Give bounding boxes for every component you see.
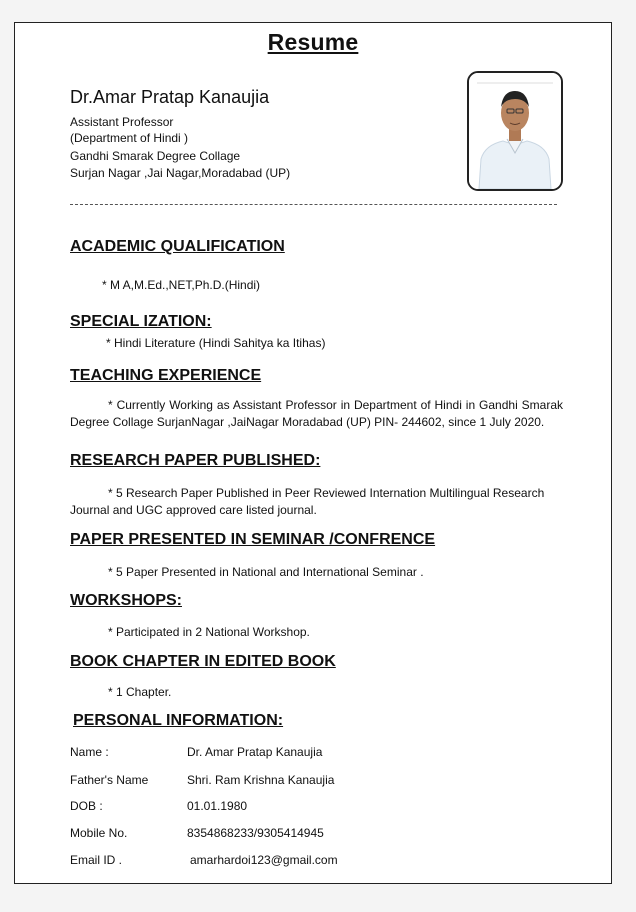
info-value-email: amarhardoi123@gmail.com [190,853,338,867]
department-line: (Department of Hindi ) [70,131,189,145]
workshops-item: * Participated in 2 National Workshop. [108,625,310,639]
document-title: Resume [267,29,359,55]
candidate-name: Dr.Amar Pratap Kanaujia [70,87,270,107]
info-value-dob: 01.01.1980 [187,799,248,813]
workshops-heading: WORKSHOPS: [70,592,182,609]
info-value-name: Dr. Amar Pratap Kanaujia [187,745,323,759]
specialization-heading: SPECIAL IZATION: [70,313,212,330]
info-value-father: Shri. Ram Krishna Kanaujia [187,773,335,787]
academic-item: * M A,M.Ed.,NET,Ph.D.(Hindi) [102,278,261,292]
info-label-father: Father's Name [70,773,149,787]
seminar-heading: PAPER PRESENTED IN SEMINAR /CONFRENCE [70,531,436,548]
personal-heading: PERSONAL INFORMATION: [73,712,284,729]
academic-heading: ACADEMIC QUALIFICATION [70,238,285,255]
teaching-text: * Currently Working as Assistant Professor in Department of Hindi in Gandhi Smarak Degree Collage SurjanNagar ,JaiNagar Moradabad (UP) PIN- 244602, since 1 July 2020. [70,398,563,429]
info-value-mobile: 8354868233/9305414945 [187,826,324,840]
info-label-name: Name : [70,745,109,759]
research-heading: RESEARCH PAPER PUBLISHED: [70,452,321,469]
designation-line: Assistant Professor [70,115,174,129]
teaching-heading: TEACHING EXPERIENCE [70,367,262,384]
college-line: Gandhi Smarak Degree Collage [70,149,241,163]
header-divider [70,204,557,205]
info-label-dob: DOB : [70,799,103,813]
info-label-email: Email ID . [70,853,123,867]
location-line: Surjan Nagar ,Jai Nagar,Moradabad (UP) [70,166,291,180]
profile-photo [467,71,563,191]
research-text: * 5 Research Paper Published in Peer Reviewed Internation Multilingual Research Journal and UGC approved care listed journal. [70,486,545,517]
person-photo-icon [469,73,561,189]
info-label-mobile: Mobile No. [70,826,128,840]
resume-page [14,22,612,884]
specialization-item: * Hindi Literature (Hindi Sahitya ka Itihas) [106,336,326,350]
book-chapter-item: * 1 Chapter. [108,685,172,699]
seminar-item: * 5 Paper Presented in National and International Seminar . [108,565,424,579]
book-chapter-heading: BOOK CHAPTER IN EDITED BOOK [70,653,336,670]
